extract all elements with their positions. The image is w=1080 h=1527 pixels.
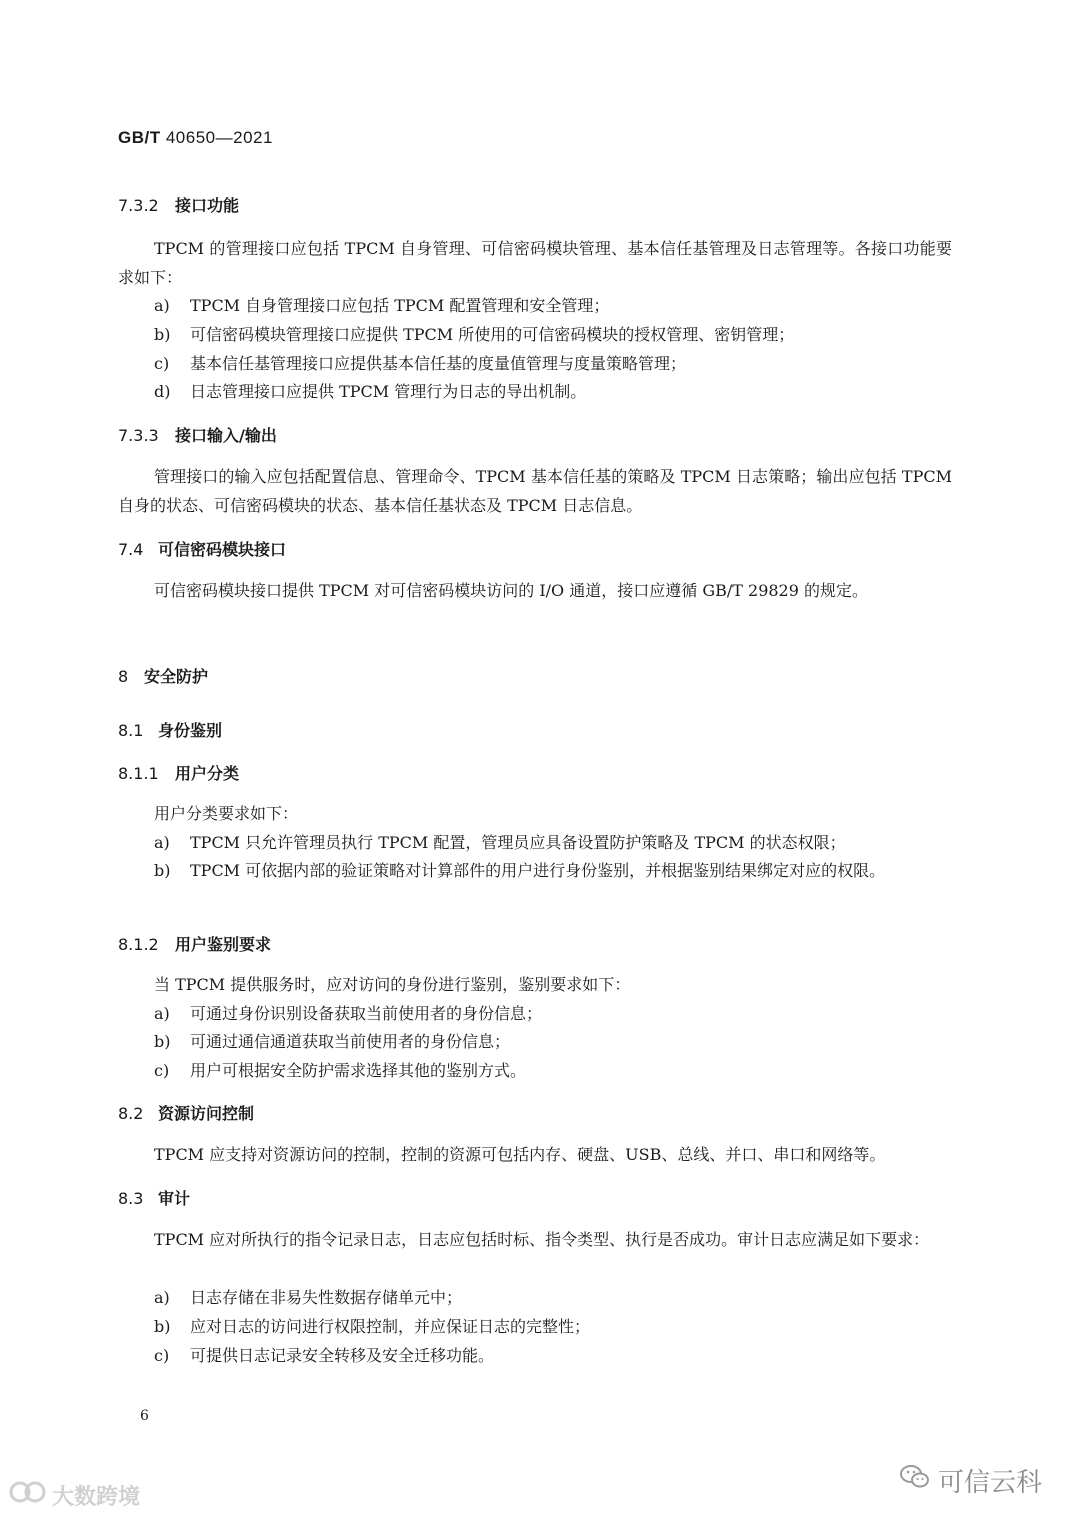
section-heading-8-1-2 — [118, 932, 271, 955]
section-number: 8.2 — [118, 1104, 144, 1123]
list-item — [154, 1027, 952, 1056]
list-text: 日志管理接口应提供 TPCM 管理行为日志的导出机制。 — [190, 382, 587, 401]
list-marker: a) — [154, 833, 170, 852]
list-text: 可提供日志记录安全转移及安全迁移功能。 — [190, 1346, 495, 1365]
section-title: 审计 — [158, 1189, 191, 1208]
paragraph-7-3-2: TPCM 的管理接口应包括 TPCM 自身管理、可信密码模块管理、基本信任基管理及日志管理等。各接口功能要求如下： — [118, 239, 952, 287]
list-text: 基本信任基管理接口应提供基本信任基的度量值管理与度量策略管理； — [190, 354, 687, 373]
list-item — [154, 856, 952, 885]
section-number: 8 — [118, 667, 129, 686]
brand-logo-icon — [8, 1478, 48, 1512]
list-marker: c) — [154, 354, 170, 373]
section-heading-8-1-1 — [118, 761, 239, 784]
paragraph-8-3: TPCM 应对所执行的指令记录日志，日志应包括时标、指令类型、执行是否成功。审计日志应满足如下要求： — [154, 1230, 930, 1249]
section-title: 资源访问控制 — [158, 1104, 255, 1123]
section-title: 安全防护 — [144, 667, 209, 686]
list-marker: b) — [154, 1317, 171, 1336]
page-number: 6 — [140, 1408, 149, 1424]
section-heading-8-2 — [118, 1101, 254, 1124]
list-text: 可信密码模块管理接口应提供 TPCM 所使用的可信密码模块的授权管理、密钥管理； — [190, 325, 795, 344]
list-text: 应对日志的访问进行权限控制，并应保证日志的完整性； — [190, 1317, 591, 1336]
list-marker: c) — [154, 1061, 170, 1080]
list-text: TPCM 自身管理接口应包括 TPCM 配置管理和安全管理； — [190, 296, 610, 315]
section-heading-7-3-2 — [118, 193, 239, 216]
list-item — [154, 349, 952, 378]
watermark-left-text: 大数跨境 — [52, 1484, 141, 1510]
section-heading-8 — [118, 664, 208, 687]
list-text: 可通过通信通道获取当前使用者的身份信息； — [190, 1032, 511, 1051]
list-text: 用户可根据安全防护需求选择其他的鉴别方式。 — [190, 1061, 527, 1080]
list-text: 可通过身份识别设备获取当前使用者的身份信息； — [190, 1004, 543, 1023]
list-item — [154, 377, 952, 406]
section-number: 8.1.1 — [118, 764, 159, 783]
watermark-left — [8, 1478, 140, 1512]
section-title: 用户鉴别要求 — [175, 935, 272, 954]
section-heading-7-3-3 — [118, 423, 277, 446]
watermark-right — [900, 1462, 1042, 1499]
list-item — [154, 1056, 952, 1085]
section-number: 8.1.2 — [118, 935, 159, 954]
list-item — [154, 320, 952, 349]
paragraph-8-1-1: 用户分类要求如下： — [154, 804, 299, 823]
list-text: 日志存储在非易失性数据存储单元中； — [190, 1288, 463, 1307]
standard-code — [118, 128, 273, 148]
list-item — [154, 1312, 952, 1341]
list-marker: c) — [154, 1346, 170, 1365]
list-marker: b) — [154, 861, 171, 880]
standard-number: 40650—2021 — [165, 128, 273, 147]
list-item — [154, 1283, 952, 1312]
paragraph-8-2: TPCM 应支持对资源访问的控制，控制的资源可包括内存、硬盘、USB、总线、并口、串口和网络等。 — [154, 1145, 886, 1164]
section-number: 7.3.3 — [118, 426, 159, 445]
watermark-right-text: 可信云科 — [938, 1468, 1043, 1498]
wechat-icon — [900, 1464, 930, 1497]
standard-prefix: GB/T — [118, 128, 161, 147]
section-number: 7.4 — [118, 540, 144, 559]
section-title: 用户分类 — [175, 764, 240, 783]
section-number: 8.1 — [118, 721, 144, 740]
list-item — [154, 291, 952, 320]
list-marker: a) — [154, 1288, 170, 1307]
list-marker: a) — [154, 296, 170, 315]
list-item — [154, 828, 952, 857]
section-heading-7-4 — [118, 537, 286, 560]
paragraph-8-1-2: 当 TPCM 提供服务时，应对访问的身份进行鉴别，鉴别要求如下： — [154, 975, 631, 994]
section-number: 8.3 — [118, 1189, 144, 1208]
section-title: 接口输入/输出 — [175, 426, 277, 445]
section-heading-8-1 — [118, 718, 222, 741]
section-title: 接口功能 — [175, 196, 240, 215]
section-heading-8-3 — [118, 1186, 190, 1209]
list-marker: b) — [154, 325, 171, 344]
paragraph-7-3-3: 管理接口的输入应包括配置信息、管理命令、TPCM 基本信任基的策略及 TPCM 日志策略；输出应包括 TPCM 自身的状态、可信密码模块的状态、基本信任基状态及 TPCM 日志信息。 — [118, 467, 952, 515]
list-marker: b) — [154, 1032, 171, 1051]
list-text: TPCM 可依据内部的验证策略对计算部件的用户进行身份鉴别，并根据鉴别结果绑定对应的权限。 — [190, 861, 886, 880]
list-item — [154, 999, 952, 1028]
list-marker: a) — [154, 1004, 170, 1023]
list-text: TPCM 只允许管理员执行 TPCM 配置，管理员应具备设置防护策略及 TPCM 的状态权限； — [190, 833, 846, 852]
paragraph-7-4: 可信密码模块接口提供 TPCM 对可信密码模块访问的 I/O 通道，接口应遵循 GB/T 29829 的规定。 — [154, 581, 868, 600]
list-marker: d) — [154, 382, 171, 401]
section-title: 身份鉴别 — [158, 721, 223, 740]
list-item — [154, 1341, 952, 1370]
section-number: 7.3.2 — [118, 196, 159, 215]
section-title: 可信密码模块接口 — [158, 540, 287, 559]
